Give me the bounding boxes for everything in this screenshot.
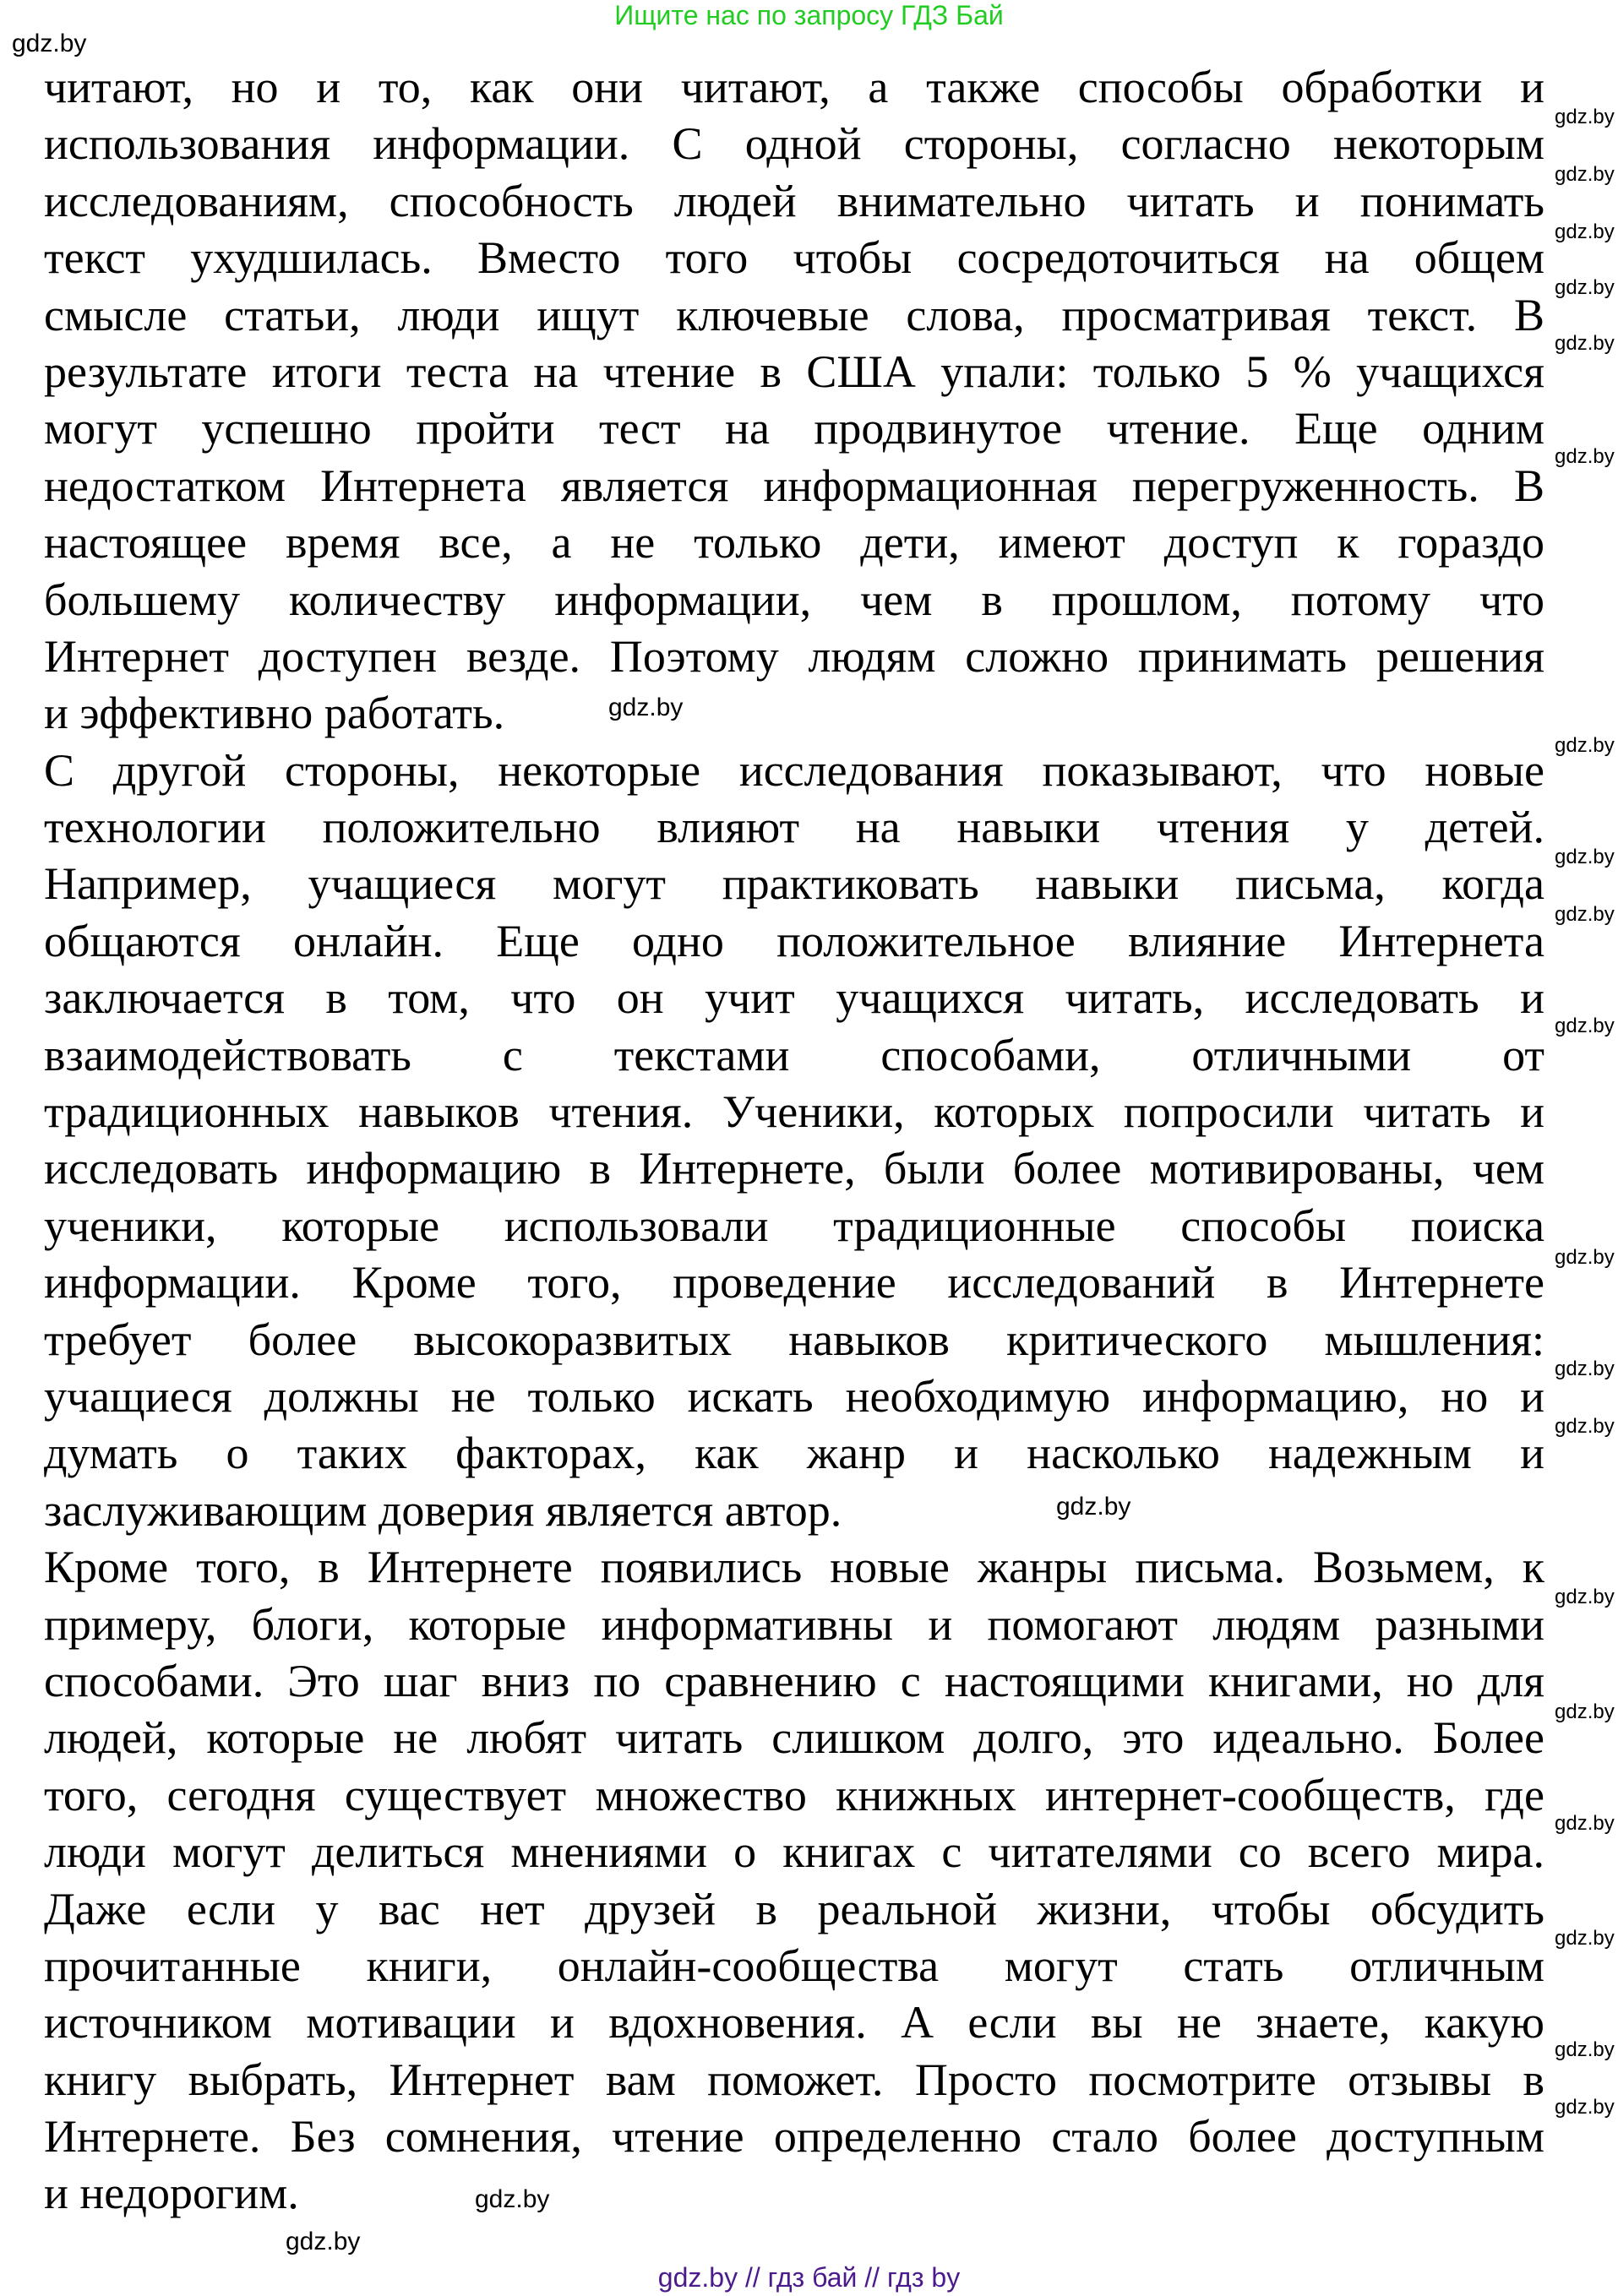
watermark: gdz.by [1555,846,1615,868]
watermark: gdz.by [608,694,684,721]
text-line: Интернет доступен везде. Поэтому людям сложно принимать решения [44,630,1544,682]
watermark: gdz.by [1555,2038,1615,2061]
document-body [44,59,1544,2223]
text-line: думать о таких факторах, как жанр и насколько надежным и [44,1428,1544,1479]
site-footer-links[interactable]: gdz.by // гдз бай // гдз by [657,2262,961,2293]
watermark: gdz.by [1555,445,1615,468]
text-line: взаимодействовать с текстами способами, отличными от [44,1029,1544,1080]
watermark: gdz.by [1555,1700,1615,1723]
watermark: gdz.by [12,30,87,57]
text-line: заключается в том, что он учит учащихся читать, исследовать и [44,972,1544,1024]
search-hint-banner: Ищите нас по запросу ГДЗ Бай [614,0,1004,30]
watermark: gdz.by [1555,1927,1615,1950]
text-line: люди могут делиться мнениями о книгах с читателями со всего мира. [44,1826,1544,1878]
watermark: gdz.by [1555,332,1615,355]
watermark: gdz.by [1555,903,1615,926]
text-line: информации. Кроме того, проведение исследований в Интернете [44,1257,1544,1309]
text-line: людей, которые не любят читать слишком долго, это идеально. Более [44,1712,1544,1764]
text-line: исследовать информацию в Интернете, были более мотивированы, чем [44,1143,1544,1194]
text-line: традиционных навыков чтения. Ученики, которых попросили читать и [44,1086,1544,1138]
text-line: результате итоги теста на чтение в США упали: только 5 % учащихся [44,345,1544,397]
text-line: технологии положительно влияют на навыки чтения у детей. [44,802,1544,853]
text-line: ученики, которые использовали традиционные способы поиска [44,1200,1544,1251]
text-line: Интернете. Без сомнения, чтение определенно стало более доступным [44,2111,1544,2163]
text-line: способами. Это шаг вниз по сравнению с настоящими книгами, но для [44,1655,1544,1706]
watermark: gdz.by [1555,220,1615,243]
text-line: и недорогим. [44,2168,299,2219]
text-line: источником мотивации и вдохновения. А если вы не знаете, какую [44,1997,1544,2048]
text-line: текст ухудшилась. Вместо того чтобы сосредоточиться на общем [44,232,1544,284]
watermark: gdz.by [1555,163,1615,186]
watermark: gdz.by [1555,1415,1615,1438]
watermark: gdz.by [286,2228,361,2255]
text-line: исследованиям, способность людей внимательно читать и понимать [44,175,1544,226]
text-line: смысле статьи, люди ищут ключевые слова, просматривая текст. В [44,289,1544,340]
watermark: gdz.by [1056,1493,1131,1521]
text-line: требует более высокоразвитых навыков критического мышления: [44,1314,1544,1365]
text-line: заслуживающим доверия является автор. [44,1484,842,1536]
watermark: gdz.by [1555,1015,1615,1037]
text-line: читают, но и то, как они читают, а также способы обработки и [44,62,1544,112]
watermark: gdz.by [1555,276,1615,299]
text-line: Кроме того, в Интернете появились новые жанры письма. Возьмем, к [44,1542,1544,1593]
watermark: gdz.by [1555,1246,1615,1269]
text-line: прочитанные книги, онлайн-сообщества могут стать отличным [44,1940,1544,1991]
watermark: gdz.by [1555,106,1615,128]
text-line: настоящее время все, а не только дети, имеют доступ к гораздо [44,517,1544,569]
watermark: gdz.by [475,2185,550,2213]
text-line: большему количеству информации, чем в прошлом, потому что [44,574,1544,625]
text-line: использования информации. С одной стороны, согласно некоторым [44,118,1544,170]
watermark: gdz.by [1555,1812,1615,1835]
watermark: gdz.by [1555,2096,1615,2119]
text-line: Даже если у вас нет друзей в реальной жизни, чтобы обсудить [44,1883,1544,1934]
text-line: Например, учащиеся могут практиковать навыки письма, когда [44,858,1544,910]
text-line: С другой стороны, некоторые исследования показывают, что новые [44,744,1544,796]
text-line: примеру, блоги, которые информативны и помогают людям разными [44,1598,1544,1650]
text-line: общаются онлайн. Еще одно положительное влияние Интернета [44,915,1544,966]
text-line: книгу выбрать, Интернет вам поможет. Просто посмотрите отзывы в [44,2054,1544,2105]
watermark: gdz.by [1555,1357,1615,1380]
text-line: учащиеся должны не только искать необходимую информацию, но и [44,1370,1544,1422]
text-line: могут успешно пройти тест на продвинутое чтение. Еще одним [44,403,1544,454]
watermark: gdz.by [1555,734,1615,757]
watermark: gdz.by [1555,1586,1615,1608]
text-line: того, сегодня существует множество книжных интернет-сообществ, где [44,1769,1544,1820]
text-line: недостатком Интернета является информационная перегруженность. В [44,460,1544,511]
text-line: и эффективно работать. [44,688,505,739]
